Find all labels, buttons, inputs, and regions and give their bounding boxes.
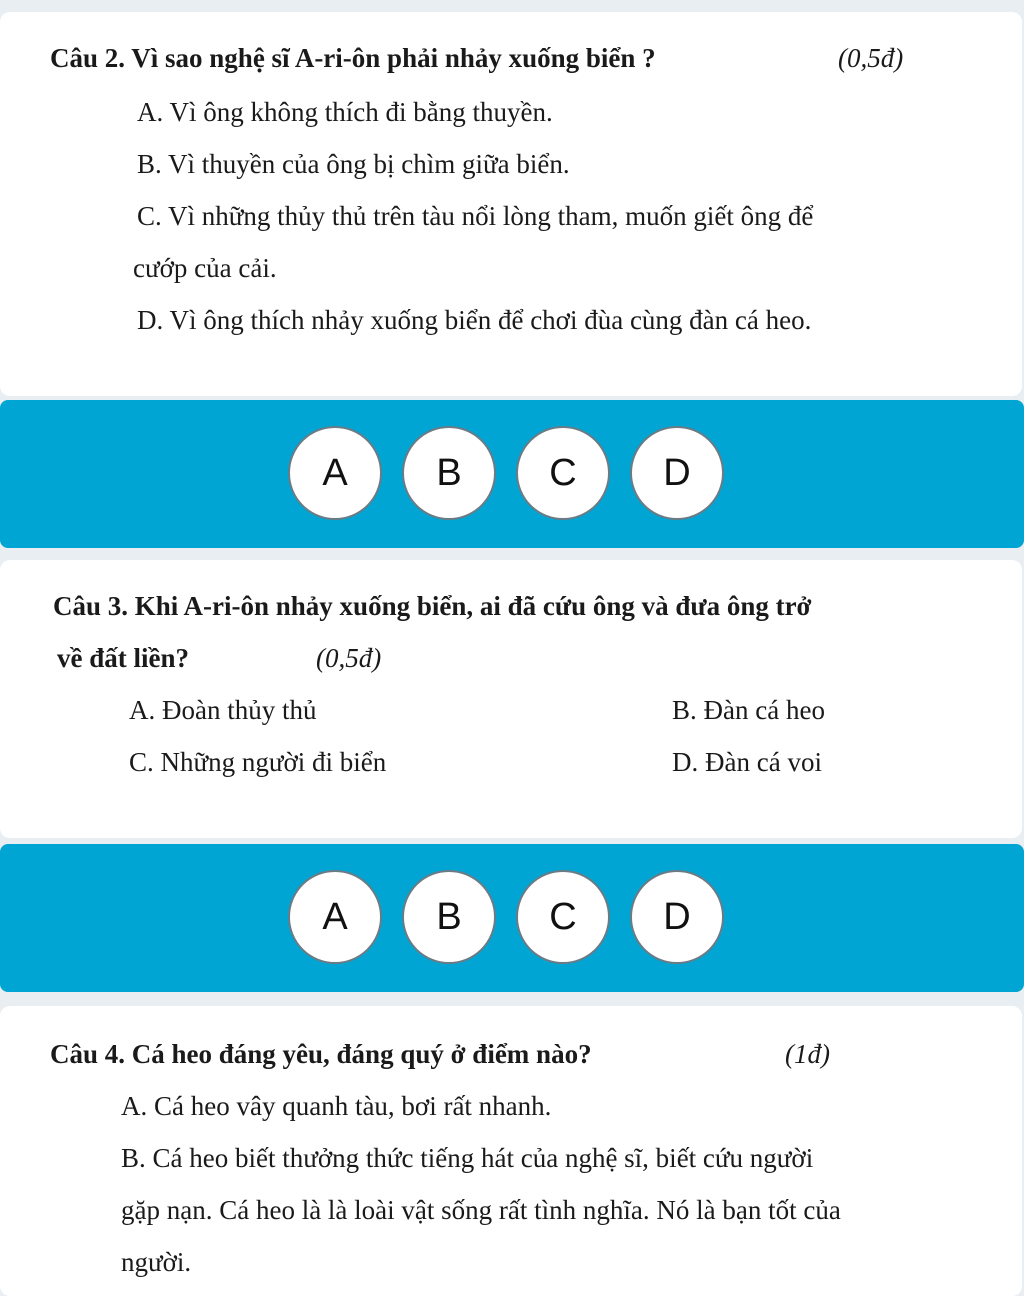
question-3-option-b: B. Đàn cá heo	[672, 695, 825, 725]
question-2-title: Câu 2. Vì sao nghệ sĩ A-ri-ôn phải nhảy xuống biển ?	[50, 43, 656, 73]
answer-option-a-button[interactable]: A	[288, 426, 382, 520]
question-3-option-c: C. Những người đi biển	[129, 747, 387, 777]
question-3-title: Câu 3. Khi A-ri-ôn nhảy xuống biển, ai đã cứu ông và đưa ông trở	[53, 591, 812, 621]
question-2-option-a: A. Vì ông không thích đi bằng thuyền.	[137, 97, 553, 127]
question-4-title: Câu 4. Cá heo đáng yêu, đáng quý ở điểm nào?	[50, 1039, 592, 1069]
question-2-option-d: D. Vì ông thích nhảy xuống biển để chơi đùa cùng đàn cá heo.	[137, 305, 812, 335]
answer-option-b-button[interactable]: B	[402, 870, 496, 964]
question-2-card	[0, 12, 1022, 396]
question-3-points: (0,5đ)	[316, 643, 382, 673]
question-4-option-b-cont: gặp nạn. Cá heo là là loài vật sống rất tình nghĩa. Nó là bạn tốt của	[121, 1195, 841, 1225]
answer-option-d-button[interactable]: D	[630, 870, 724, 964]
question-3-option-d: D. Đàn cá voi	[672, 747, 822, 777]
question-4-option-b-cont-2: người.	[121, 1247, 192, 1277]
question-4-points: (1đ)	[785, 1039, 830, 1069]
question-4-option-b: B. Cá heo biết thưởng thức tiếng hát của nghệ sĩ, biết cứu người	[121, 1143, 814, 1173]
answer-bar-question-2	[0, 400, 1024, 548]
question-4-card	[0, 1006, 1022, 1296]
question-2-option-c: C. Vì những thủy thủ trên tàu nổi lòng tham, muốn giết ông để	[137, 201, 814, 231]
question-4-option-a: A. Cá heo vây quanh tàu, bơi rất nhanh.	[121, 1091, 552, 1121]
answer-bar-question-3	[0, 844, 1024, 992]
answer-option-c-button[interactable]: C	[516, 426, 610, 520]
question-3-card	[0, 560, 1022, 838]
question-3-title-cont: về đất liền?	[57, 643, 189, 673]
question-2-option-c-cont: cướp của cải.	[133, 253, 277, 283]
answer-option-a-button[interactable]: A	[288, 870, 382, 964]
question-2-option-b: B. Vì thuyền của ông bị chìm giữa biển.	[137, 149, 570, 179]
question-3-option-a: A. Đoàn thủy thủ	[129, 695, 317, 725]
question-2-points: (0,5đ)	[838, 43, 904, 73]
answer-option-b-button[interactable]: B	[402, 426, 496, 520]
answer-option-d-button[interactable]: D	[630, 426, 724, 520]
answer-option-c-button[interactable]: C	[516, 870, 610, 964]
